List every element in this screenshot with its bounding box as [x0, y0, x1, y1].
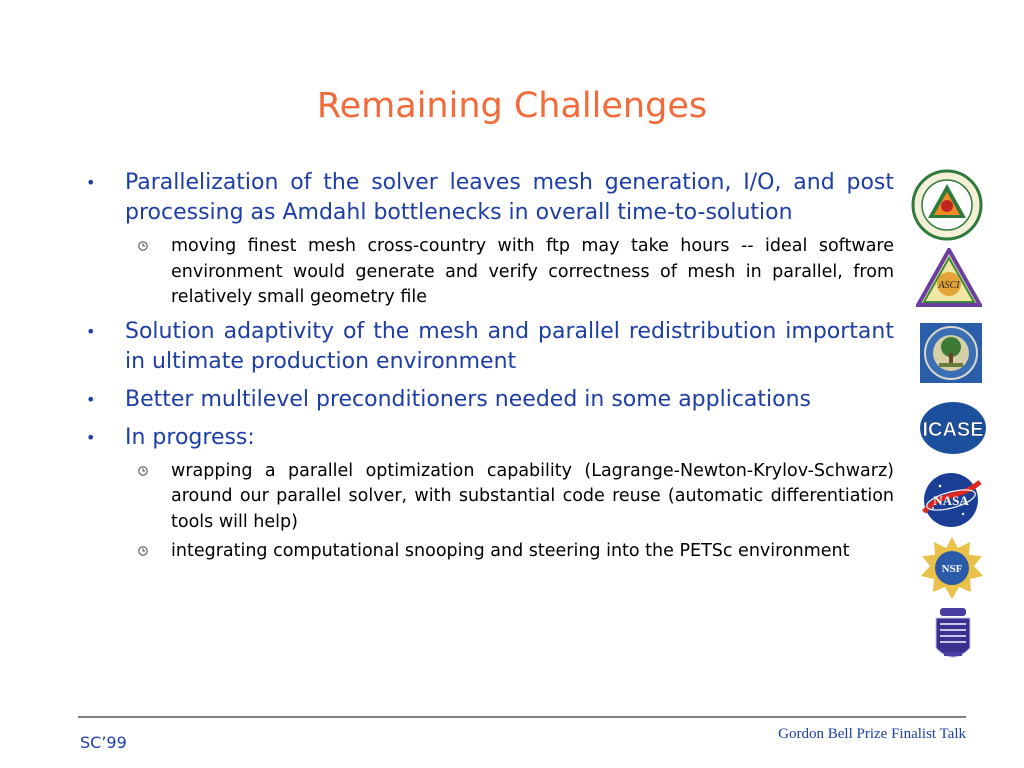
- nsf-logo-icon: [920, 536, 984, 600]
- bullet-item: [84, 385, 894, 415]
- slide-content: [84, 168, 894, 571]
- doe-seal-icon: [920, 323, 982, 383]
- bullet-item: [84, 423, 894, 453]
- bullet-icon: •: [86, 321, 96, 341]
- svg-text:NSF: NSF: [941, 563, 963, 575]
- clock-bullet-icon: [138, 241, 148, 251]
- sub-bullet-text: integrating computational snooping and steering into the PETSc environment: [171, 541, 850, 561]
- sub-bullet-text: wrapping a parallel optimization capability (Lagrange-Newton-Krylov-Schwarz) around our parallel solver, with substantial code reuse (automatic differentiation tools will help): [171, 460, 894, 532]
- bullet-icon: •: [86, 389, 96, 409]
- university-crest-icon: [934, 608, 972, 666]
- bullet-item: [84, 168, 894, 228]
- svg-text:ICASE: ICASE: [922, 419, 984, 441]
- bullet-text: In progress:: [125, 424, 255, 450]
- bullet-icon: •: [86, 427, 96, 447]
- bullet-text: Better multilevel preconditioners needed in some applications: [125, 386, 812, 412]
- bullet-icon: •: [86, 173, 96, 192]
- footer-talk-label: Gordon Bell Prize Finalist Talk: [778, 726, 966, 742]
- footer-divider: [78, 716, 966, 718]
- sub-bullet-item: [125, 234, 894, 311]
- svg-text:ASCI: ASCI: [938, 280, 960, 291]
- svg-text:NASA: NASA: [933, 493, 969, 508]
- sub-bullet-item: [125, 539, 894, 565]
- footer-conference-label: SC’99: [80, 733, 127, 752]
- argonne-logo-icon: [910, 168, 984, 242]
- bullet-item: [84, 317, 894, 377]
- asci-logo-icon: [916, 248, 982, 308]
- sub-bullet-item: [125, 459, 894, 536]
- clock-bullet-icon: [138, 466, 148, 476]
- clock-bullet-icon: [138, 546, 148, 556]
- bullet-text: Solution adaptivity of the mesh and parallel redistribution important in ultimate production environment: [125, 318, 894, 374]
- nasa-logo-icon: [918, 470, 984, 530]
- bullet-text: Parallelization of the solver leaves mesh generation, I/O, and post processing as Amdahl bottlenecks in overall time-to-solution: [125, 170, 894, 225]
- icase-logo-icon: [918, 400, 988, 456]
- sub-bullet-text: moving finest mesh cross-country with ftp may take hours -- ideal software environment would generate and verify correctness of mesh in parallel, from relatively small geometry file: [171, 236, 894, 307]
- slide-title: Remaining Challenges: [316, 86, 708, 126]
